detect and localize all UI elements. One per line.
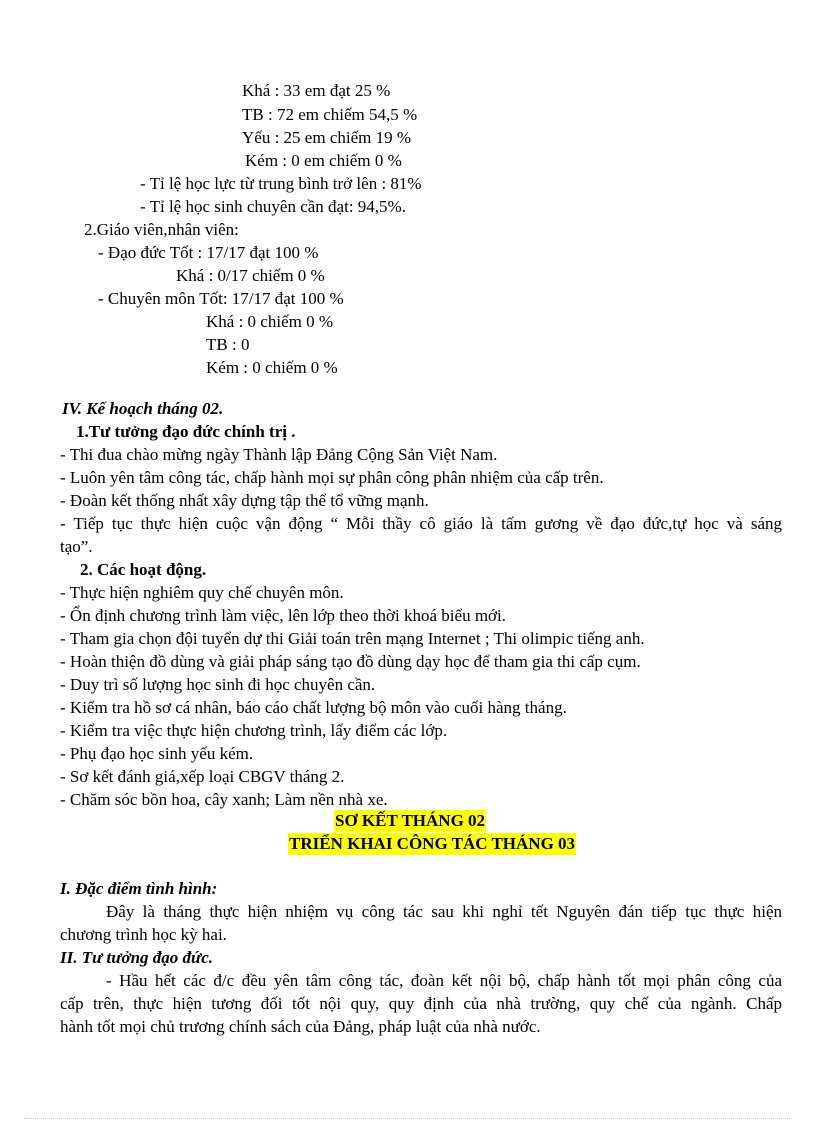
prof-kem: Kém : 0 chiếm 0 %: [206, 358, 338, 377]
plan-item2-2: - Ổn định chương trình làm việc, lên lớp theo thời khoá biểu mới.: [60, 606, 507, 625]
plan-item2-9: - Sơ kết đánh giá,xếp loại CBGV tháng 2.: [60, 767, 345, 786]
plan-item1-5: tạo”.: [60, 537, 93, 556]
section1-line2: chương trình học kỳ hai.: [60, 925, 227, 944]
plan-item2-6: - Kiểm tra hồ sơ cá nhân, báo cáo chất lượng bộ môn vào cuối hàng tháng.: [60, 698, 567, 717]
plan-heading: IV. Kế hoạch tháng 02.: [62, 399, 224, 418]
plan-item2-8: - Phụ đạo học sinh yếu kém.: [60, 744, 254, 763]
ethics-kha: Khá : 0/17 chiếm 0 %: [176, 266, 325, 285]
plan-item1-4: - Tiếp tục thực hiện cuộc vận động “ Mỗi thầy cô giáo là tấm gương về đạo đức,tự học và sáng: [60, 514, 782, 533]
section1-line1: Đây là tháng thực hiện nhiệm vụ công tác sau khi nghỉ tết Nguyên đán tiếp tục thực hiện: [106, 902, 782, 921]
plan-item1-1: - Thi đua chào mừng ngày Thành lập Đảng Cộng Sản Việt Nam.: [60, 445, 498, 464]
section2-line3: hành tốt mọi chủ trương chính sách của Đảng, pháp luật của nhà nước.: [60, 1017, 541, 1036]
section1-heading: I. Đặc điểm tình hình:: [60, 879, 218, 898]
plan-item2-10: - Chăm sóc bồn hoa, cây xanh; Làm nền nhà xe.: [60, 790, 388, 809]
plan-item2-7: - Kiểm tra việc thực hiện chương trình, lấy điểm các lớp.: [60, 721, 448, 740]
stat-yeu: Yếu : 25 em chiếm 19 %: [242, 128, 412, 147]
plan-item2-4: - Hoàn thiện đồ dùng và giải pháp sáng tạo đồ dùng dạy học để tham gia thi cấp cụm.: [60, 652, 641, 671]
ratio-attendance: - Tỉ lệ học sinh chuyên cần đạt: 94,5%.: [140, 197, 406, 216]
summary-title-2: TRIỂN KHAI CÔNG TÁC THÁNG 03: [289, 834, 576, 853]
teachers-heading: 2.Giáo viên,nhân viên:: [84, 220, 239, 239]
plan-item1-3: - Đoàn kết thống nhất xây dựng tập thể tổ vững mạnh.: [60, 491, 429, 510]
plan-item2-1: - Thực hiện nghiêm quy chế chuyên môn.: [60, 583, 344, 602]
stat-kha: Khá : 33 em đạt 25 %: [242, 81, 391, 100]
prof-kha: Khá : 0 chiếm 0 %: [206, 312, 333, 331]
plan-item1-2: - Luôn yên tâm công tác, chấp hành mọi sự phân công phân nhiệm của cấp trên.: [60, 468, 604, 487]
plan-item2-5: - Duy trì số lượng học sinh đi học chuyên cần.: [60, 675, 376, 694]
summary-title-1: SƠ KẾT THÁNG 02: [335, 811, 486, 830]
page-bottom-rule: [24, 1118, 792, 1119]
section2-line2: cấp trên, thực hiện tương đối tốt nội quy, quy định của nhà trường, quy chế của ngành. Chấp: [60, 994, 782, 1013]
section2-line1: - Hầu hết các đ/c đều yên tâm công tác, đoàn kết nội bộ, chấp hành tốt mọi phân công của: [106, 971, 782, 990]
plan-item2-3: - Tham gia chọn đội tuyển dự thi Giải toán trên mạng Internet ; Thi olimpic tiếng anh.: [60, 629, 645, 648]
plan-sub2: 2. Các hoạt động.: [80, 560, 207, 579]
stat-tb: TB : 72 em chiếm 54,5 %: [242, 105, 418, 124]
ethics-tot: - Đạo đức Tốt : 17/17 đạt 100 %: [98, 243, 319, 262]
stat-kem: Kém : 0 em chiếm 0 %: [245, 151, 402, 170]
prof-tb: TB : 0: [206, 335, 250, 354]
section2-heading: II. Tư tưởng đạo đức.: [60, 948, 214, 967]
ratio-tb-up: - Tỉ lệ học lực từ trung bình trở lên : 81%: [140, 174, 422, 193]
plan-sub1: 1.Tư tưởng đạo đức chính trị .: [76, 422, 296, 441]
prof-tot: - Chuyên môn Tốt: 17/17 đạt 100 %: [98, 289, 344, 308]
